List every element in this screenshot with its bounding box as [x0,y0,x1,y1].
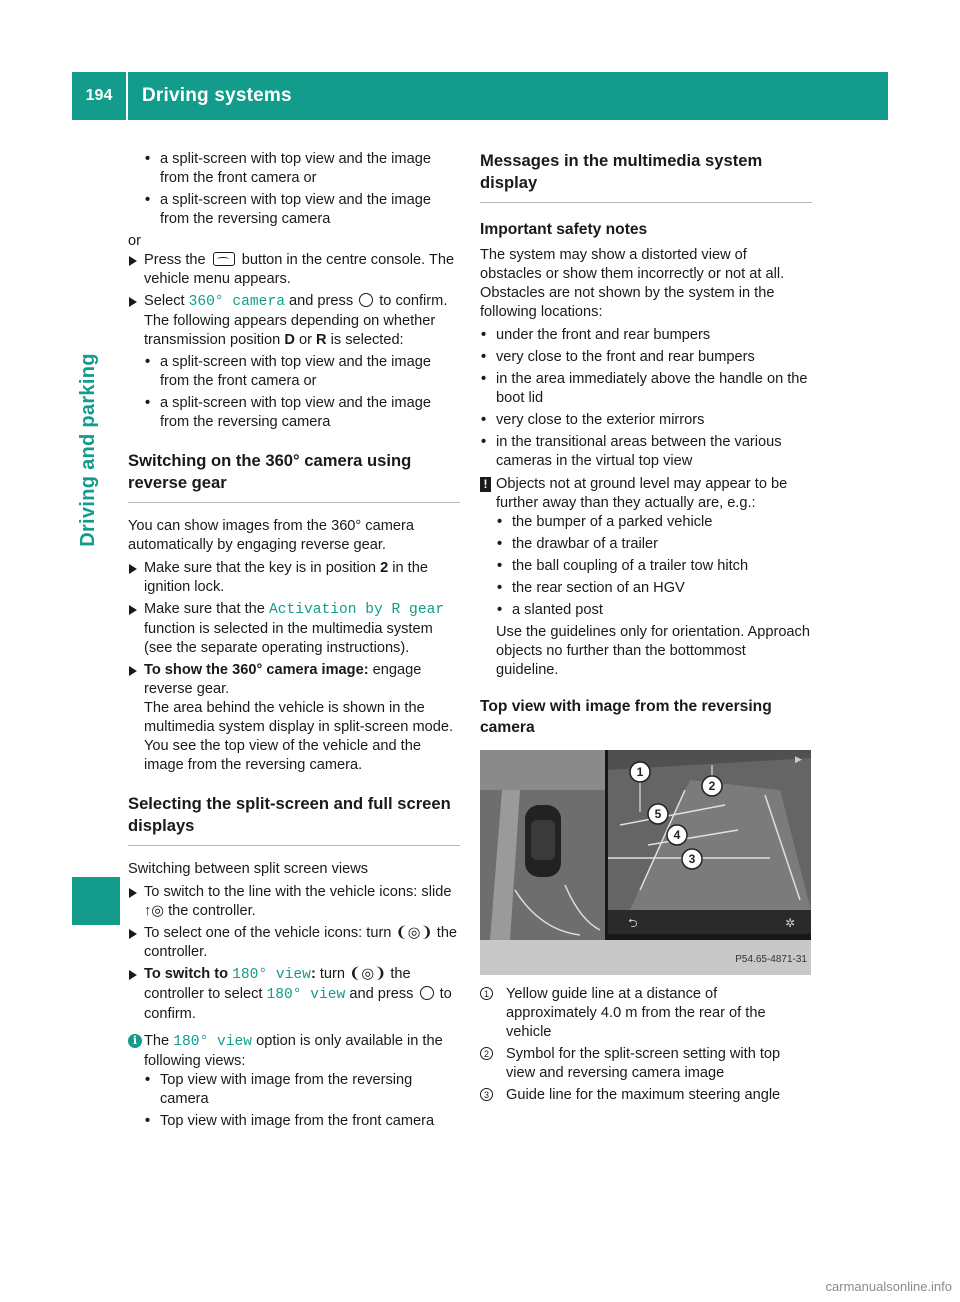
list-item: • very close to the front and rear bumpers [480,348,812,367]
page-title: Driving systems [142,85,292,106]
list-item: • the ball coupling of a trailer tow hitch [496,557,812,576]
subheading: Important safety notes [480,221,648,238]
callout-4 [667,825,687,845]
legend-number: 3 [480,1088,493,1101]
list-item: • a split-screen with top view and the image from the front camera or [144,353,460,391]
side-tab-label: Driving and parking [77,353,99,547]
svg-text:✲: ✲ [785,916,796,930]
side-tab-block [72,877,120,925]
svg-text:5: 5 [654,807,662,821]
menu-item-360-camera: 360° camera [188,294,285,310]
list-item: • the drawbar of a trailer [496,535,812,554]
list-item: • a split-screen with top view and the image from the reversing camera [144,191,460,229]
section-heading: Switching on the 360° camera using reverse gear [128,450,460,503]
subheading: Top view with image from the reversing camera [480,698,772,736]
controller-press-icon [420,986,434,1000]
legend-number: 1 [480,987,493,1000]
legend-number: 2 [480,1047,493,1060]
instruction-step: To switch to 180° view: turn ❨◎❩ the controller to select 180° view and press to confirm. [128,965,460,1024]
controller-turn-icon: ❨◎❩ [395,925,433,941]
warning-icon: ! [480,477,491,492]
menu-item-180-view: 180° view [173,1034,253,1050]
right-column [480,150,812,1108]
legend-item: 2 Symbol for the split-screen setting with top view and reversing camera image [480,1045,812,1083]
svg-text:▶: ▶ [795,755,802,765]
watermark: carmanualsonline.info [825,1279,952,1294]
section-heading: Selecting the split-screen and full screen displays [128,793,460,846]
list-item: • the bumper of a parked vehicle [496,513,812,532]
instruction-step: Select 360° camera and press to confirm. The following appears depending on whether transmission position D or R is selected: [128,292,460,350]
controller-turn-icon: ❨◎❩ [349,966,387,982]
list-item: • in the area immediately above the handle on the boot lid [480,370,812,408]
svg-text:⮌: ⮌ [628,916,638,930]
callout-2 [702,776,722,796]
info-icon: i [128,1034,142,1048]
list-item: • Top view with image from the front camera [144,1112,460,1131]
list-item: • very close to the exterior mirrors [480,411,812,430]
svg-text:4: 4 [673,828,681,842]
camera-figure [480,750,811,975]
or-text: or [128,233,141,249]
list-item: • a split-screen with top view and the image from the front camera or [144,150,460,188]
left-column [128,150,460,1134]
page-header [72,72,888,120]
svg-text:2: 2 [708,779,716,793]
controller-slide-icon: ↑◎ [144,903,165,919]
info-note: i The 180° view option is only available in the following views: [128,1032,460,1071]
svg-text:1: 1 [636,765,644,779]
callout-5 [648,804,668,824]
list-item: • in the transitional areas between the various cameras in the virtual top view [480,433,812,471]
callout-3 [682,849,702,869]
paragraph: The system may show a distorted view of obstacles or show them incorrectly or not at all. Obstacles are not shown by the system in the following locations: [480,247,785,320]
svg-text:3: 3 [688,852,696,866]
header-divider [126,72,128,120]
section-heading: Messages in the multimedia system display [480,150,812,203]
paragraph: Use the guidelines only for orientation. Approach objects no further than the bottommost guideline. [496,624,810,678]
instruction-step: Make sure that the key is in position 2 in the ignition lock. [128,559,460,597]
menu-item-180-view: 180° view [266,987,346,1003]
legend-item: 1 Yellow guide line at a distance of approximately 4.0 m from the rear of the vehicle [480,985,812,1042]
paragraph: You can show images from the 360° camera automatically by engaging reverse gear. [128,518,414,553]
list-item: • a slanted post [496,601,812,620]
car-camera-icon [213,252,235,266]
paragraph: Switching between split screen views [128,861,369,877]
legend-item: 3 Guide line for the maximum steering angle [480,1086,812,1105]
menu-item-180-view: 180° view [232,967,311,983]
figure-code: P54.65-4871-31 [735,954,807,965]
instruction-step: To switch to the line with the vehicle icons: slide ↑◎ the controller. [128,883,460,921]
instruction-step: Press the button in the centre console. The vehicle menu appears. [128,251,460,289]
instruction-step: To show the 360° camera image: engage reverse gear. The area behind the vehicle is shown in the multimedia system display in split-screen mode. You see the top view of the vehicle and the image from the reversing camera. [128,661,460,775]
controller-press-icon [359,293,373,307]
page-number: 194 [85,87,113,104]
instruction-step: To select one of the vehicle icons: turn ❨◎❩ the controller. [128,924,460,962]
camera-screen-illustration [480,750,811,975]
list-item: • under the front and rear bumpers [480,326,812,345]
instruction-step: Make sure that the Activation by R gear function is selected in the multimedia system (see the separate operating instructions). [128,600,460,658]
callout-1 [630,762,650,782]
menu-item-activation-by-r-gear: Activation by R gear [268,602,445,618]
warning-note: ! Objects not at ground level may appear to be further away than they actually are, e.g.: [480,475,812,513]
list-item: • Top view with image from the reversing camera [144,1071,460,1109]
list-item: • a split-screen with top view and the image from the reversing camera [144,394,460,432]
list-item: • the rear section of an HGV [496,579,812,598]
